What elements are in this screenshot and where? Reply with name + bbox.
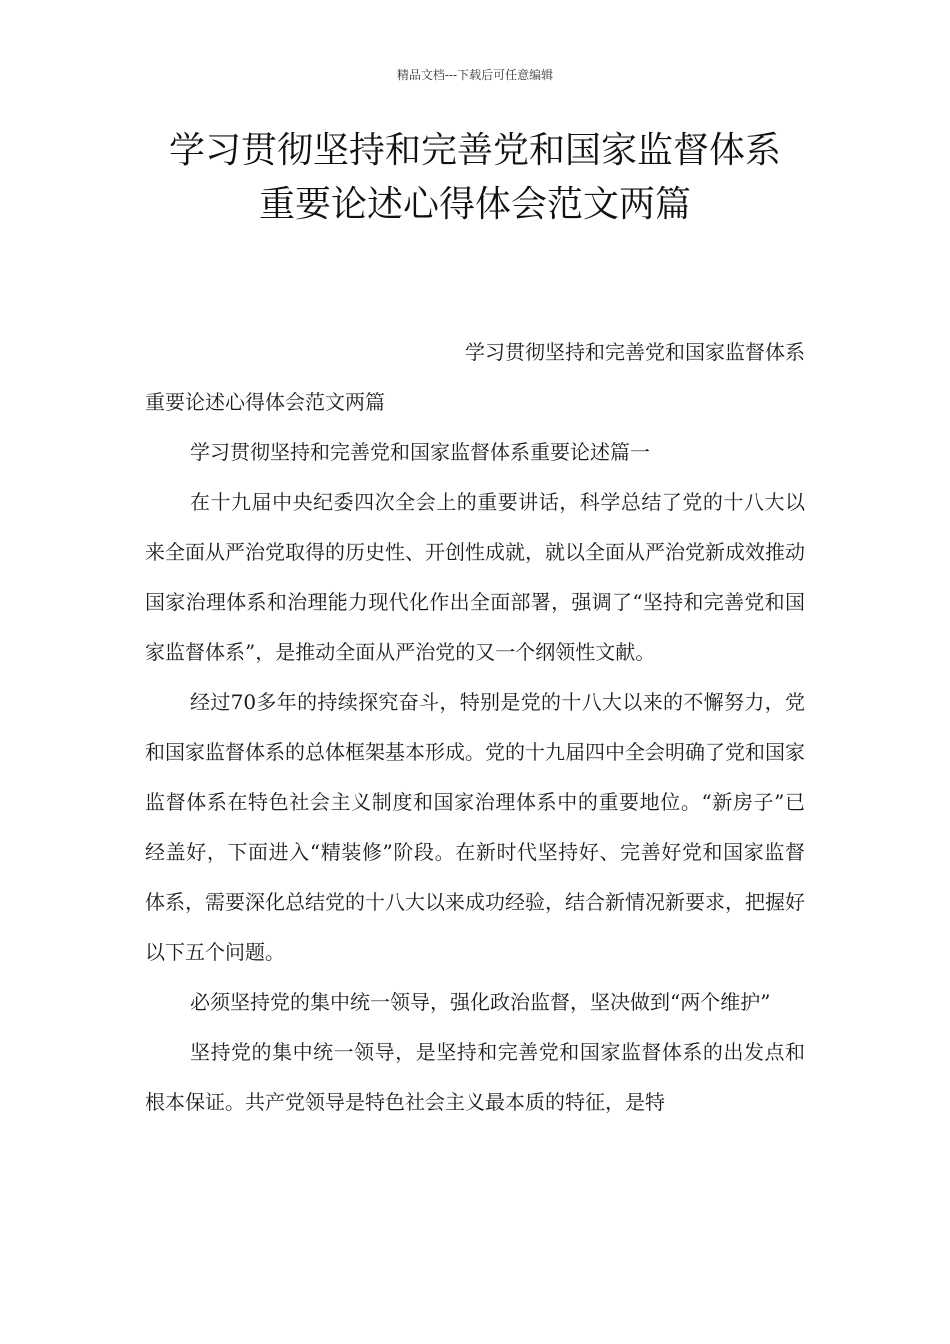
paragraph: 坚持党的集中统一领导，是坚持和完善党和国家监督体系的出发点和根本保证。共产党领导是特色社会主义最本质的特征，是特	[145, 1040, 805, 1114]
subtitle-line-2: 重要论述心得体会范文两篇	[145, 390, 385, 414]
paragraph: 必须坚持党的集中统一领导，强化政治监督，坚决做到“两个维护”	[190, 990, 771, 1014]
header-note: 精品文档---下载后可任意编辑	[396, 68, 554, 82]
title-line-2: 重要论述心得体会范文两篇	[258, 184, 691, 225]
document-body	[145, 327, 805, 1127]
section-heading: 学习贯彻坚持和完善党和国家监督体系重要论述篇一	[190, 440, 650, 464]
paragraph: 在十九届中央纪委四次全会上的重要讲话，科学总结了党的十八大以来全面从严治党取得的历史性、开创性成就，就以全面从严治党新成效推动国家治理体系和治理能力现代化作出全面部署，强调了“坚持和完善党和国家监督体系”，是推动全面从严治党的又一个纲领性文献。	[145, 490, 805, 664]
title-line-1: 学习贯彻坚持和完善党和国家监督体系	[168, 130, 781, 171]
paragraph: 经过70多年的持续探究奋斗，特别是党的十八大以来的不懈努力，党和国家监督体系的总体框架基本形成。党的十九届四中全会明确了党和国家监督体系在特色社会主义制度和国家治理体系中的重要地位。“新房子”已经盖好，下面进入“精装修”阶段。在新时代坚持好、完善好党和国家监督体系，需要深化总结党的十八大以来成功经验，结合新情况新要求，把握好以下五个问题。	[145, 690, 805, 964]
document-title	[120, 124, 830, 232]
subtitle-line-1: 学习贯彻坚持和完善党和国家监督体系	[465, 340, 805, 364]
